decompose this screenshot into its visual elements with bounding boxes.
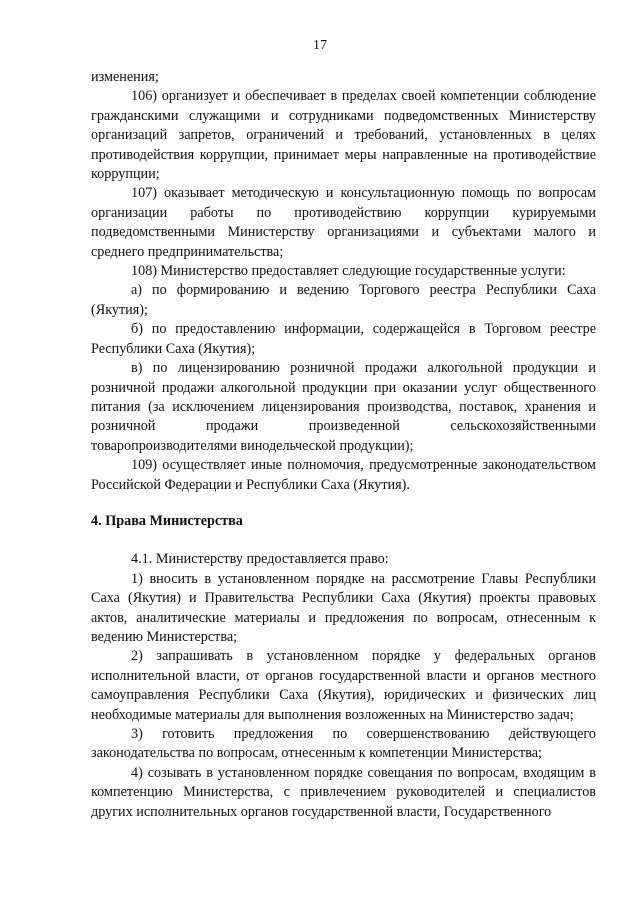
paragraph-item-106: 106) организует и обеспечивает в пределах своей компетенции соблюдение гражданскими служащими и сотрудниками подведомственных Министерству организаций запретов, ограничений и требований, установленных в целях противодействия коррупции, принимает меры направленные на противодействие коррупции; bbox=[91, 88, 596, 183]
section-heading: 4. Права Министерства bbox=[91, 512, 243, 529]
paragraph-continuation: изменения; bbox=[91, 69, 159, 85]
document-body bbox=[91, 68, 596, 822]
paragraph-item-109: 109) осуществляет иные полномочия, предусмотренные законодательством Российской Федерации и Республики Саха (Якутия). bbox=[91, 457, 596, 493]
paragraph-right-1: 1) вносить в установленном порядке на рассмотрение Главы Республики Саха (Якутия) и Правительства Республики Саха (Якутия) проекты правовых актов, аналитические материалы и предложения по вопросам, отнесенным к ведению Министерства; bbox=[91, 570, 596, 645]
paragraph-item-108-a: а) по формированию и ведению Торгового реестра Республики Саха (Якутия); bbox=[91, 282, 596, 318]
paragraph-right-3: 3) готовить предложения по совершенствованию действующего законодательства по вопросам, отнесенным к компетенции Министерства; bbox=[91, 726, 596, 762]
page-number: 17 bbox=[313, 38, 327, 53]
paragraph-item-108-v: в) по лицензированию розничной продажи алкогольной продукции и розничной продажи алкогольной продукции при оказании услуг общественного питания (за исключением лицензирования производства, поставок, хранения и розничной продажи произведенной сельскохозяйственными товаропроизводителями винодельческой продукции); bbox=[91, 360, 596, 454]
paragraph-right-4: 4) созывать в установленном порядке совещания по вопросам, входящим в компетенцию Министерства, с привлечением руководителей и специалистов других исполнительных органов государственной власти, Государственного bbox=[91, 764, 596, 820]
paragraph-item-108: 108) Министерство предоставляет следующие государственные услуги: bbox=[131, 263, 566, 280]
paragraph-item-107: 107) оказывает методическую и консультационную помощь по вопросам организации работы по противодействию коррупции курируемыми подведомственными Министерству организациями и субъектами малого и среднего предпринимательства; bbox=[91, 185, 596, 260]
paragraph-right-2: 2) запрашивать в установленном порядке у федеральных органов исполнительной власти, от органов государственной власти и органов местного самоуправления Республики Саха (Якутия), юридических и физических лиц необходимые материалы для выполнения возложенных на Министерство задач; bbox=[91, 648, 596, 723]
paragraph-item-108-b: б) по предоставлению информации, содержащейся в Торговом реестре Республики Саха (Якутия); bbox=[91, 321, 596, 357]
paragraph-item-4-1: 4.1. Министерству предоставляется право: bbox=[131, 551, 389, 568]
